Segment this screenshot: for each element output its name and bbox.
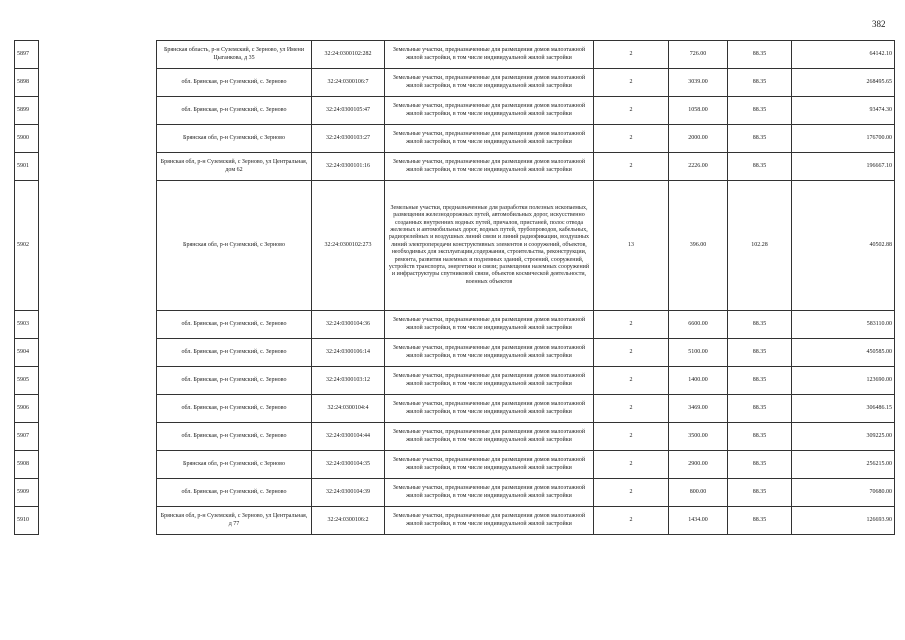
area-cell: 1058.00	[669, 97, 728, 125]
cadastral-value-cell: 64142.10	[792, 41, 895, 69]
row-number-cell: 5910	[15, 507, 39, 535]
land-use-cell: Земельные участки, предназначенные для размещения домов малоэтажной жилой застройки, в том числе индивидуальной жилой застройки	[385, 97, 594, 125]
row-number-cell: 5900	[15, 125, 39, 153]
cadastral-number-cell: 32:24:0300106:7	[312, 69, 385, 97]
table-row	[15, 395, 895, 423]
spacer-cell	[39, 507, 157, 535]
area-cell: 800.00	[669, 479, 728, 507]
area-cell: 5100.00	[669, 339, 728, 367]
group-cell: 2	[594, 367, 669, 395]
land-use-cell: Земельные участки, предназначенные для размещения домов малоэтажной жилой застройки, в том числе индивидуальной жилой застройки	[385, 395, 594, 423]
row-number-cell: 5908	[15, 451, 39, 479]
cadastral-number-cell: 32:24:0300102:282	[312, 41, 385, 69]
cadastral-value-cell: 123690.00	[792, 367, 895, 395]
table-row	[15, 41, 895, 69]
table-row	[15, 125, 895, 153]
cadastral-number-cell: 32:24:0300105:47	[312, 97, 385, 125]
row-number-cell: 5905	[15, 367, 39, 395]
specific-value-cell: 88.35	[728, 451, 792, 479]
address-cell: Брянская обл, р-н Суземский, с Зерново	[157, 125, 312, 153]
specific-value-cell: 88.35	[728, 507, 792, 535]
group-cell: 13	[594, 181, 669, 311]
table-row	[15, 97, 895, 125]
cadastral-value-table	[14, 40, 895, 535]
specific-value-cell: 88.35	[728, 41, 792, 69]
land-use-cell: Земельные участки, предназначенные для размещения домов малоэтажной жилой застройки, в том числе индивидуальной жилой застройки	[385, 367, 594, 395]
spacer-cell	[39, 451, 157, 479]
land-use-cell: Земельные участки, предназначенные для размещения домов малоэтажной жилой застройки, в том числе индивидуальной жилой застройки	[385, 311, 594, 339]
address-cell: обл. Брянская, р-н Суземский, с. Зерново	[157, 395, 312, 423]
specific-value-cell: 88.35	[728, 339, 792, 367]
area-cell: 3500.00	[669, 423, 728, 451]
row-number-cell: 5903	[15, 311, 39, 339]
spacer-cell	[39, 395, 157, 423]
row-number-cell: 5907	[15, 423, 39, 451]
table-row	[15, 69, 895, 97]
area-cell: 726.00	[669, 41, 728, 69]
group-cell: 2	[594, 97, 669, 125]
spacer-cell	[39, 125, 157, 153]
area-cell: 6600.00	[669, 311, 728, 339]
group-cell: 2	[594, 69, 669, 97]
cadastral-number-cell: 32:24:0300104:36	[312, 311, 385, 339]
area-cell: 3469.00	[669, 395, 728, 423]
cadastral-number-cell: 32:24:0300102:273	[312, 181, 385, 311]
land-use-cell: Земельные участки, предназначенные для размещения домов малоэтажной жилой застройки, в том числе индивидуальной жилой застройки	[385, 479, 594, 507]
table-row	[15, 181, 895, 311]
specific-value-cell: 88.35	[728, 125, 792, 153]
address-cell: Брянская обл, р-н Суземский, с Зерново, ул Центральная, дом 62	[157, 153, 312, 181]
cadastral-value-cell: 93474.30	[792, 97, 895, 125]
address-cell: обл. Брянская, р-н Суземский, с. Зерново	[157, 479, 312, 507]
land-use-cell: Земельные участки, предназначенные для размещения домов малоэтажной жилой застройки, в том числе индивидуальной жилой застройки	[385, 423, 594, 451]
row-number-cell: 5901	[15, 153, 39, 181]
group-cell: 2	[594, 451, 669, 479]
table-row	[15, 451, 895, 479]
specific-value-cell: 88.35	[728, 153, 792, 181]
cadastral-number-cell: 32:24:0300103:12	[312, 367, 385, 395]
cadastral-number-cell: 32:24:0300106:14	[312, 339, 385, 367]
spacer-cell	[39, 423, 157, 451]
table-row	[15, 479, 895, 507]
spacer-cell	[39, 181, 157, 311]
group-cell: 2	[594, 423, 669, 451]
row-number-cell: 5909	[15, 479, 39, 507]
land-use-cell: Земельные участки, предназначенные для размещения домов малоэтажной жилой застройки, в том числе индивидуальной жилой застройки	[385, 41, 594, 69]
table-row	[15, 423, 895, 451]
specific-value-cell: 88.35	[728, 97, 792, 125]
cadastral-value-cell: 70680.00	[792, 479, 895, 507]
group-cell: 2	[594, 41, 669, 69]
cadastral-number-cell: 32:24:0300104:44	[312, 423, 385, 451]
land-use-cell: Земельные участки, предназначенные для размещения домов малоэтажной жилой застройки, в том числе индивидуальной жилой застройки	[385, 451, 594, 479]
area-cell: 2226.00	[669, 153, 728, 181]
area-cell: 2900.00	[669, 451, 728, 479]
group-cell: 2	[594, 339, 669, 367]
spacer-cell	[39, 311, 157, 339]
row-number-cell: 5898	[15, 69, 39, 97]
spacer-cell	[39, 479, 157, 507]
cadastral-number-cell: 32:24:0300103:27	[312, 125, 385, 153]
land-use-cell: Земельные участки, предназначенные для размещения домов малоэтажной жилой застройки, в том числе индивидуальной жилой застройки	[385, 339, 594, 367]
spacer-cell	[39, 153, 157, 181]
specific-value-cell: 88.35	[728, 311, 792, 339]
group-cell: 2	[594, 125, 669, 153]
cadastral-value-cell: 309225.00	[792, 423, 895, 451]
land-use-cell: Земельные участки, предназначенные для размещения домов малоэтажной жилой застройки, в том числе индивидуальной жилой застройки	[385, 153, 594, 181]
spacer-cell	[39, 69, 157, 97]
group-cell: 2	[594, 507, 669, 535]
area-cell: 396.00	[669, 181, 728, 311]
spacer-cell	[39, 41, 157, 69]
spacer-cell	[39, 97, 157, 125]
cadastral-number-cell: 32:24:0300101:16	[312, 153, 385, 181]
group-cell: 2	[594, 395, 669, 423]
table-row	[15, 507, 895, 535]
table-row	[15, 367, 895, 395]
land-use-cell: Земельные участки, предназначенные для размещения домов малоэтажной жилой застройки, в том числе индивидуальной жилой застройки	[385, 69, 594, 97]
row-number-cell: 5899	[15, 97, 39, 125]
specific-value-cell: 88.35	[728, 423, 792, 451]
cadastral-value-cell: 268495.65	[792, 69, 895, 97]
area-cell: 2000.00	[669, 125, 728, 153]
address-cell: обл. Брянская, р-н Суземский, с. Зерново	[157, 311, 312, 339]
land-use-cell: Земельные участки, предназначенные для размещения домов малоэтажной жилой застройки, в том числе индивидуальной жилой застройки	[385, 507, 594, 535]
specific-value-cell: 88.35	[728, 395, 792, 423]
table-row	[15, 311, 895, 339]
row-number-cell: 5904	[15, 339, 39, 367]
row-number-cell: 5902	[15, 181, 39, 311]
spacer-cell	[39, 367, 157, 395]
address-cell: обл. Брянская, р-н Суземский, с. Зерново	[157, 423, 312, 451]
area-cell: 3039.00	[669, 69, 728, 97]
cadastral-number-cell: 32:24:0300106:2	[312, 507, 385, 535]
address-cell: обл. Брянская, р-н Суземский, с. Зерново	[157, 69, 312, 97]
land-use-cell: Земельные участки, предназначенные для разработки полезных ископаемых, размещения железнодорожных путей, автомобильных дорог, искусственно созданных внутренних водных путей, причалов, пристаней, полос отвода железных и автомобильных дорог, водных путей, трубопроводов, кабельных, радиорелейных и воздушных линий связи и линий радиофикации, воздушных линий электропередачи конструктивных элементов и сооружений, объектов, необходимых для эксплуатации,содержания, строительства, реконструкции, ремонта, развития наземных и подземных зданий, строений, сооружений, устройств транспорта, энергетики и связи; размещения наземных сооружений и инфраструктуры спутниковой связи, объектов космической деятельности, военных объектов	[385, 181, 594, 311]
cadastral-value-cell: 196667.10	[792, 153, 895, 181]
cadastral-value-cell: 176700.00	[792, 125, 895, 153]
cadastral-value-cell: 256215.00	[792, 451, 895, 479]
group-cell: 2	[594, 479, 669, 507]
cadastral-value-cell: 450585.00	[792, 339, 895, 367]
address-cell: обл. Брянская, р-н Суземский, с. Зерново	[157, 97, 312, 125]
specific-value-cell: 88.35	[728, 69, 792, 97]
address-cell: обл. Брянская, р-н Суземский, с. Зерново	[157, 367, 312, 395]
cadastral-value-cell: 583110.00	[792, 311, 895, 339]
area-cell: 1434.00	[669, 507, 728, 535]
group-cell: 2	[594, 153, 669, 181]
table-row	[15, 339, 895, 367]
spacer-cell	[39, 339, 157, 367]
land-use-cell: Земельные участки, предназначенные для размещения домов малоэтажной жилой застройки, в том числе индивидуальной жилой застройки	[385, 125, 594, 153]
address-cell: Брянская обл, р-н Суземский, с Зерново	[157, 181, 312, 311]
page-number: 382	[872, 19, 886, 29]
cadastral-number-cell: 32:24:0300104:39	[312, 479, 385, 507]
cadastral-value-cell: 40502.88	[792, 181, 895, 311]
group-cell: 2	[594, 311, 669, 339]
address-cell: Брянская обл, р-н Суземский, с Зерново	[157, 451, 312, 479]
table-row	[15, 153, 895, 181]
address-cell: Брянская область, р-н Суземский, с Зерново, ул Имени Цыганкова, д 35	[157, 41, 312, 69]
row-number-cell: 5897	[15, 41, 39, 69]
address-cell: Брянская обл, р-н Суземский, с Зерново, ул Центральная, д 77	[157, 507, 312, 535]
specific-value-cell: 88.35	[728, 479, 792, 507]
area-cell: 1400.00	[669, 367, 728, 395]
cadastral-value-cell: 306486.15	[792, 395, 895, 423]
row-number-cell: 5906	[15, 395, 39, 423]
cadastral-value-cell: 126693.90	[792, 507, 895, 535]
address-cell: обл. Брянская, р-н Суземский, с. Зерново	[157, 339, 312, 367]
table-body	[15, 41, 895, 535]
cadastral-number-cell: 32:24:0300104:4	[312, 395, 385, 423]
specific-value-cell: 88.35	[728, 367, 792, 395]
specific-value-cell: 102.28	[728, 181, 792, 311]
cadastral-number-cell: 32:24:0300104:35	[312, 451, 385, 479]
